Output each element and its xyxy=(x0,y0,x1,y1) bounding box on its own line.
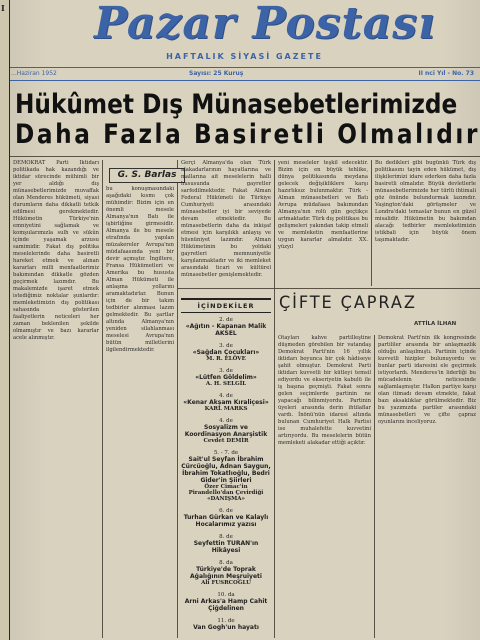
toc-item-page: 8. de xyxy=(219,534,233,540)
adjacent-page-edge xyxy=(0,0,10,640)
cifte-column-1: Otayları kahve partilleştine düşmeden görebilen bir vatandaş Demokrat Parti'nin 16 yıllık iktidarı boyunca bir çok hâdiseye şahit olmuştur. Demokrat Parti iktidarı kuvvetli bir kütleyi temsil ediyordu ve ekseriyetin kabulü ile iş başına geçmişti. Fakat sonra gelen seçimlerde partinin ne yapacağı bilinmiyordu. Partinin üyeleri arasında derin ihtilaflar vardı. İnönü'nün idaresi altında bulunan Cumhuriyet Halk Partisi ise muhalefette kuvvetini artırıyordu. Bu meselelerin bütün memleketi alakadar ettiği açıktır. xyxy=(278,335,371,446)
toc-item-author: Özer Cimac'in Pirandello'dan Çevirdiği «DANIŞMA» xyxy=(188,484,264,502)
toc-item-author: KARL MARKS xyxy=(204,406,248,412)
adjacent-page-text: I xyxy=(1,3,5,13)
toc-item-author: M. R. ELÖVE xyxy=(206,356,246,362)
toc-item xyxy=(181,418,271,444)
masthead xyxy=(9,0,480,61)
toc-item xyxy=(181,592,271,612)
headline-rule xyxy=(9,156,480,157)
toc-list xyxy=(181,317,271,631)
toc-item-title: Sait'ul Seyfan İbrahim Cürcüoğlu, Adnan Saygun, İbrahim Tokatlıoğlu, Bedri Gider'in Şiirleri xyxy=(181,456,271,484)
toc-item-page: 6. de xyxy=(219,508,233,514)
headline-line-2: Daha Fazla Basiretli Olmalıdır xyxy=(15,119,480,150)
section-rule xyxy=(177,288,480,289)
newspaper-subtitle: HAFTALIK SİYASİ GAZETE xyxy=(166,52,323,61)
issue-date: ...Haziran 1952 xyxy=(11,70,57,77)
toc-item-page: 4. de xyxy=(219,393,233,399)
toc-title: İÇİNDEKİLER xyxy=(181,298,271,313)
cifte-column-2: Demokrat Parti'nin ilk kongresinde partililer arasında bir anlaşmazlık olduğu anlaşılmıştı. Partinin içinde kuvvetli hizipler bulunuyordu ve bunlar parti idaresini ele geçirmek istiyorlardı. Menderes'in liderliği bu mücadelenin neticesinde sağlamlaşmıştır. Halkın partiye karşı olan itimadı devam etmekte, fakat bazı aksaklıklar görülmektedir. Biz bu yazımızda partiler arasındaki münasebetleri ve çifte çapraz oyunlarını inceliyoruz. xyxy=(378,335,476,425)
article-column-2: bu konuşmasındaki aşağıdaki kısmı çok mühimdir: Bizim için en önemli mesele Almanya'nın Batı ile işbirliğine girmesidir. Almanya ile bu mesele etrafında yapılan müzakereler Avrupa'nın müdafaasında yeni bir devir açmıştır. İngiltere, Fransa Hükümetleri ve Amerika bu hususta Alman Hükümeti ile anlaşma yollarını aramaktadırlar. Bunun için de bir takım tedbirler alınması lazım gelmektedir. Bu şartlar altında Almanya'nın yeniden silahlanması meselesi Avrupa'nın bütün milletlerini ilgilendirmektedir. xyxy=(106,186,174,353)
article-column-5: Bu dedikleri gibi bugünkü Türk dış politikasını tayin eden hükümet, dış ilişkilerimizi idare ederken daha fazla basiretli olmalıdır. Büyük devletlerle münasebetlerimizde her türlü ihtimali göz önünde bulundurmak lazımdır. Vaşington'daki görüşmeler ve Londra'daki temaslar bunun en güzel misalidir. Hükümetin bu bakımdan alacağı tedbirler memleketimizin istikbali için büyük önem taşımaktadır. xyxy=(375,160,476,243)
main-headline xyxy=(15,89,480,150)
toc-item xyxy=(181,508,271,528)
toc-item xyxy=(181,343,271,362)
toc-item-page: 3. de xyxy=(219,343,233,349)
toc-item-author: Ali FUSRCOĞLU xyxy=(201,580,251,586)
toc-item xyxy=(181,393,271,412)
toc-item-author: A. H. SELGİL xyxy=(205,381,247,387)
toc-item-title: «Kenar Akşam Kıraliçesi» xyxy=(183,399,269,406)
toc-item-page: 11. de xyxy=(217,618,235,624)
article-column-3: Gerçi Almanya'da olan Türk alakadarlarının hayatlarına ve mallarına ait meselelerin halli hususunda gayretler sarfedilmektedir. Fakat Alman Federal Hükümeti ile Türkiye Cumhuriyeti arasındaki münasebetler iyi bir seviyede devam etmektedir. Bu münasebetlerin daha da inkişaf etmesi için karşılıklı anlayış ve hüsnüniyet lazımdır. Alman Hükümetinin bu yoldaki gayretleri memnuniyetle karşılanmaktadır ve iki memleket arasındaki ticari ve kültürel münasebetler genişlemektedir. xyxy=(181,160,271,278)
issue-number: II nci Yıl - No. 73 xyxy=(418,70,474,77)
toc-item xyxy=(181,560,271,586)
column-rule xyxy=(371,160,372,286)
toc-item-page: 5. - 7. de xyxy=(213,450,239,456)
column-rule xyxy=(374,335,375,638)
article-column-4: yeni meseleler teşkil edecektir. Bizim için en büyük tehlike, dünya politikasında meydana gelecek değişikliklere karşı hazırlıksız bulunmaktır. Türk - Alman münasebetleri ve Batı Avrupa müdafaası bakımından Almanya'nın rolü gün geçtikçe artmaktadır. Türk dış politikası bu gelişmeleri yakından takip etmeli ve memleketin menfaatlerine uygun kararlar almalıdır. XX. yüzyıl xyxy=(278,160,368,250)
toc-item-title: Van Gogh'un hayatı xyxy=(193,624,259,631)
dateline xyxy=(9,67,480,81)
issue-price: Sayısı: 25 Kuruş xyxy=(189,70,244,77)
toc-item-title: Sosyalizm ve Koordinasyon Anarşistik xyxy=(184,424,268,438)
toc-item-page: 3. de xyxy=(219,368,233,374)
toc-item-title: «Sağdan Çocukları» xyxy=(192,349,260,356)
toc-item xyxy=(181,534,271,554)
toc-item-page: 2. de xyxy=(219,317,233,323)
toc-item-page: 8. da xyxy=(219,560,233,566)
headline-line-1: Hükûmet Dış Münasebetlerimizde xyxy=(15,89,458,120)
column-author: ATTİLA İLHAN xyxy=(414,321,457,327)
toc-item-author: Cevdet DEMİR xyxy=(203,438,249,444)
toc-item-page: 10. da xyxy=(217,592,235,598)
toc-item-title: Türkiye'de Toprak Ağalığının Meşruiyeti xyxy=(190,566,262,580)
column-rule xyxy=(274,160,275,638)
table-of-contents xyxy=(181,298,271,638)
newspaper-title: Pazar Postası xyxy=(94,0,436,49)
toc-item-title: Seyfettin TURAN'ın Hikâyesi xyxy=(193,540,259,554)
toc-item xyxy=(181,368,271,387)
article-byline: G. S. Barlas xyxy=(109,168,185,183)
toc-item-title: Turhan Gürkan ve Kalaylı Hocalarımız yazısı xyxy=(183,514,269,528)
toc-item-title: «Lütfen Göldelim» xyxy=(195,374,257,381)
column-title: ÇİFTE ÇAPRAZ xyxy=(279,293,417,313)
column-rule xyxy=(102,160,103,638)
toc-item-title: «Ağıtın - Kapanan Malik AKSEL xyxy=(185,323,267,337)
toc-item xyxy=(181,618,271,631)
toc-item-title: Arni Arkas'a Hamp Cahit Çiğdelinen xyxy=(184,598,268,612)
toc-item xyxy=(181,450,271,502)
article-column-1: DEMOKRAT Parti İktidarı politikada hak kazandığı ve iktidar sürecinde mühimli bir yer aldığı dış münasebetlerimizde muvaffak olan Menderes hükümeti, siyasi durumların daha dikkatli tetkik edilmesi gerekmektedir. Hükümetin Türkiye'nin emniyetini sağlamak ve komşularımızla sulh ve sükûn içinde yaşamak arzusu samimidir. Fakat dış politika meselelerinde daha basiretli hareket etmek ve alınan kararları milli menfaatlerimiz bakımından dikkatle gözden geçirmek lazımdır. Bu makalemizde işaret etmek istediğimiz noktalar şunlardır: memleketimizin dış politikası sahasında gösterilen faaliyetlerin neticeleri her zaman beklenilen şekilde olmamıştır ve bazı kararlar acele alınmıştır. xyxy=(13,160,99,341)
column-rule xyxy=(177,160,178,638)
newspaper-page xyxy=(9,0,480,640)
toc-item xyxy=(181,317,271,337)
toc-item-page: 4. de xyxy=(219,418,233,424)
